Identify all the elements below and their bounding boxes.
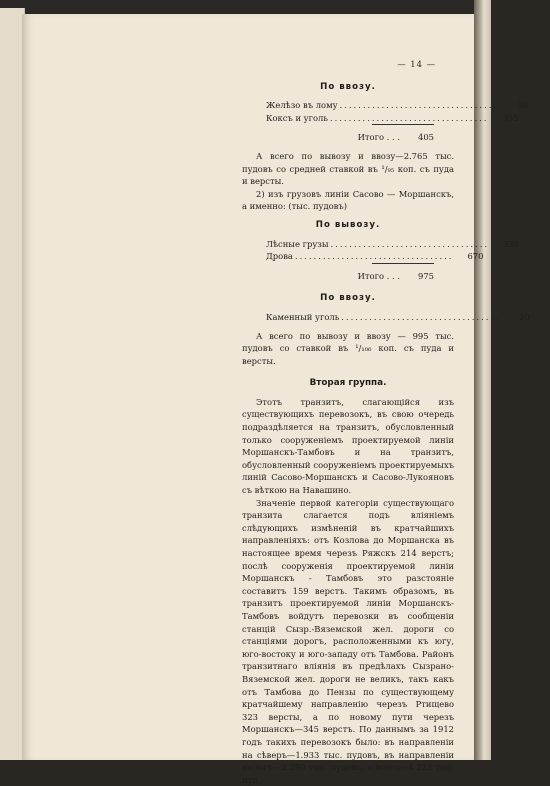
export-heading: По вывозу. <box>315 219 381 230</box>
row-label: Коксъ и уголь <box>266 112 328 123</box>
row-label: Дрова <box>266 251 293 262</box>
import-list-1 <box>242 99 529 124</box>
row-value: 355 <box>502 112 519 123</box>
leader-dots: .................................. <box>339 100 499 111</box>
page-content <box>242 58 530 786</box>
import-list-2 <box>242 311 530 324</box>
total-label: Итого . . . <box>357 132 400 143</box>
table-row <box>266 112 519 125</box>
total-label: Итого . . . <box>357 270 400 281</box>
export-list <box>242 238 520 263</box>
row-value: 20 <box>519 311 530 322</box>
route-intro: 2) изъ грузовъ линіи Сасово — Моршанскъ, а именно: (тыс. пудовъ) <box>242 188 454 212</box>
body-paragraph: Этотъ транзитъ, слагающійся изъ существующихъ перевозокъ, въ свою очередь подраздѣляется на транзитъ, обусловленный только сооруженіемъ проектируемой линіи Моршанскъ-Тамбовъ и на транзитъ, обусловленный сооруженіемъ проектируемыхъ линій Сасово-Моршанскъ и Сасово-Лукояновъ съ вѣткою на Навашино. <box>242 396 454 496</box>
leader-dots: .................................. <box>294 251 454 262</box>
import-heading-1: По ввозу. <box>320 81 376 92</box>
row-label: Лѣсные грузы <box>266 238 329 249</box>
total-value: 405 <box>418 132 434 143</box>
leader-dots: .................................. <box>329 112 489 123</box>
summary-paragraph: А всего по вывозу и ввозу — 995 тыс. пудовъ со ставкой въ ¹/₁₀₆ коп. съ пуда и версты. <box>242 330 454 366</box>
leader-dots: .................................. <box>330 238 490 249</box>
total-value: 975 <box>418 270 434 281</box>
table-row <box>266 311 530 324</box>
row-value: 50 <box>517 100 529 111</box>
table-row <box>266 238 520 251</box>
table-row <box>266 99 529 112</box>
row-label: Каменный уголь <box>266 311 340 322</box>
total-row <box>242 270 454 283</box>
section-title: Вторая группа. <box>309 378 387 389</box>
summary-paragraph: А всего по вывозу и ввозу—2.765 тыс. пудовъ со средней ставкой въ ¹/₉₅ коп. съ пуда и версты. <box>242 150 454 187</box>
body-paragraph: Значеніе первой категоріи существующаго транзита слагается подъ вліяніемъ слѣдующихъ измѣненій въ кратчайшихъ направленіяхъ: отъ Козлова до Моршанска въ настоящее время черезъ Ряжскъ 214 верстъ; послѣ сооруженія проектируемой линіи Моршанскъ - Тамбовъ это разстояніе составитъ 159 верстъ. Такимъ образомъ, въ транзитъ проектируемой линіи Моршанскъ-Тамбовъ войдутъ перевозки въ сообщеніи станцій Сызр.-Вяземской жел. дороги со станціями дорогъ, расположенными къ югу, юго-востоку и юго-западу отъ Тамбова. Районъ транзитнаго вліянія въ предѣлахъ Сызрано-Вяземской жел. дороги не великъ, такъ какъ отъ Тамбова до Пензы по существующему кратчайшему направленію черезъ Ртищево 323 версты, а по новому пути черезъ Моршанскъ—345 верстъ. По даннымъ за 1912 годъ такихъ перевозокъ было: въ направленіи на сѣверъ—1.933 тыс. пудовъ, въ направленіи на югъ—2.290 тыс. пудовъ, а всего—4.223 тыс. пуд. <box>242 497 454 785</box>
row-label: Желѣзо въ лому <box>266 100 338 111</box>
page-number: — 14 — <box>397 59 436 69</box>
table-row <box>266 250 484 263</box>
row-value: 670 <box>467 251 484 262</box>
import-heading-2: По ввозу. <box>320 293 376 304</box>
total-row <box>242 131 454 144</box>
leader-dots: .................................. <box>341 311 500 322</box>
row-value: 335 <box>503 238 520 249</box>
